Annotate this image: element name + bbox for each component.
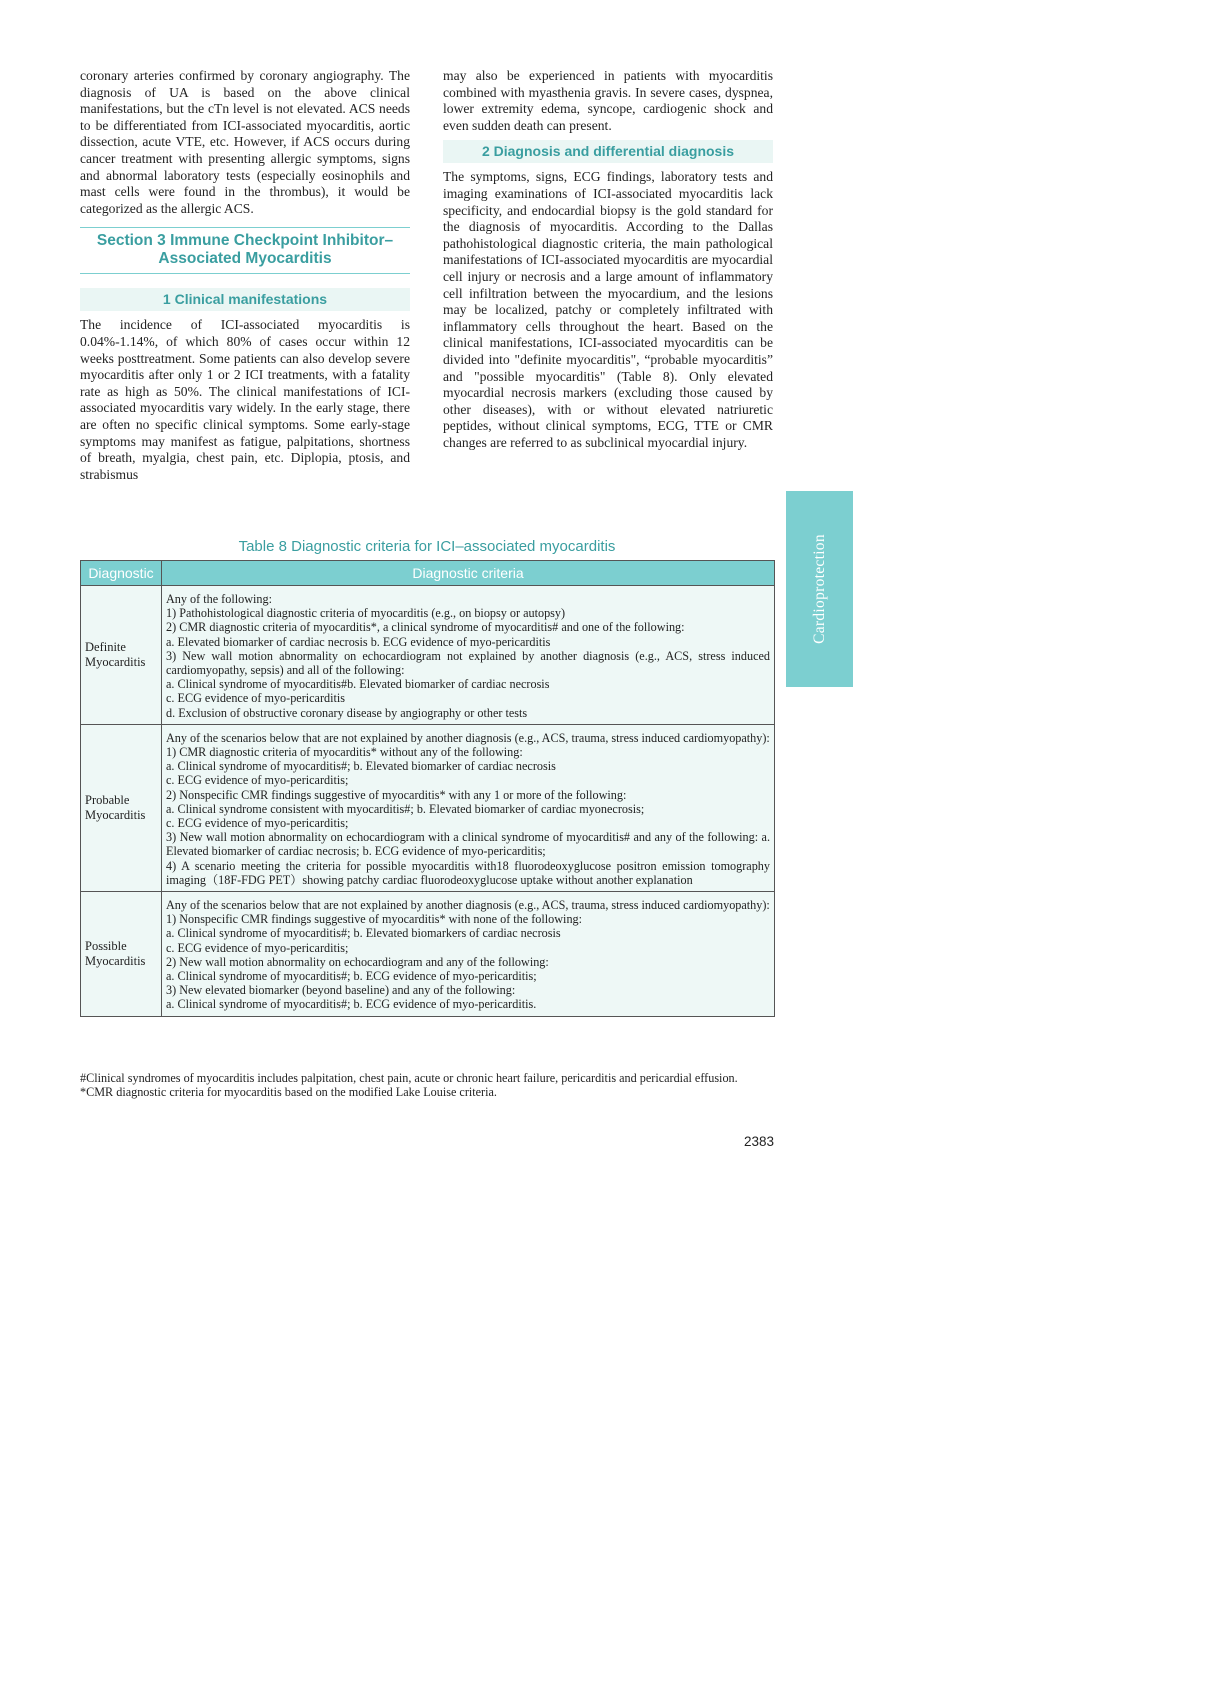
criteria-line: a. Elevated biomarker of cardiac necrosis b. ECG evidence of myo-pericarditis [166,634,551,649]
criteria-line: 3) New wall motion abnormality on echocardiogram with a clinical syndrome of myocarditis# and any of the following: a. Elevated biomarker of cardiac necrosis; b. ECG evidence of myo-pericarditis; [166,830,770,859]
criteria-line: a. Clinical syndrome of myocarditis#b. Elevated biomarker of cardiac necrosis [166,677,550,692]
table-footnotes [80,1071,775,1099]
criteria-cell [162,586,775,725]
criteria-line: 3) New elevated biomarker (beyond baseline) and any of the following: [166,983,516,998]
table-row [81,892,775,1017]
subsection-heading: 1 Clinical manifestations [80,288,410,311]
criteria-line: 1) CMR diagnostic criteria of myocarditis* without any of the following: [166,745,523,760]
criteria-line: a. Clinical syndrome consistent with myocarditis#; b. Elevated biomarker of cardiac myonecrosis; [166,801,645,816]
criteria-table [80,560,775,1017]
criteria-cell [162,892,775,1017]
criteria-line: d. Exclusion of obstructive coronary disease by angiography or other tests [166,705,528,720]
subsection-heading: 2 Diagnosis and differential diagnosis [443,140,773,163]
table-header-cell: Diagnostic criteria [162,561,775,586]
criteria-line: 1) Nonspecific CMR findings suggestive of myocarditis* with none of the following: [166,912,583,927]
criteria-line: 2) Nonspecific CMR findings suggestive of myocarditis* with any 1 or more of the following: [166,787,627,802]
section-title-line: Section 3 Immune Checkpoint Inhibitor– [96,232,394,250]
criteria-line: Any of the scenarios below that are not explained by another diagnosis (e.g., ACS, trauma, stress induced cardiomyopathy): [166,730,770,745]
criteria-line: c. ECG evidence of myo-pericarditis; [166,816,349,831]
category-cell: Definite Myocarditis [81,586,162,725]
criteria-line: 1) Pathohistological diagnostic criteria of myocarditis (e.g., on biopsy or autopsy) [166,606,566,621]
table-row [81,724,775,891]
criteria-line: 4) A scenario meeting the criteria for possible myocarditis with18 fluorodeoxyglucose positron emission tomography imaging（18F-FDG PET）showing patchy cardiac fluorodeoxyglucose uptake without another explanation [166,858,770,887]
criteria-cell [162,724,775,891]
table-row [81,586,775,725]
section-side-tab [786,491,853,687]
criteria-line: a. Clinical syndrome of myocarditis#; b. Elevated biomarker of cardiac necrosis [166,759,556,774]
criteria-line: Any of the following: [166,592,272,606]
body-paragraph: The incidence of ICI-associated myocarditis is 0.04%-1.14%, of which 80% of cases occur within 12 weeks posttreatment. Some patients can also develop severe myocarditis after only 1 or 2 ICI treatments, with a fatality rate as high as 50%. The clinical manifestations of ICI-associated myocarditis vary widely. In the early stage, there are often no specific clinical symptoms. Some early-stage symptoms may manifest as fatigue, palpitations, shortness of breath, myalgia, chest pain, etc. Diplopia, ptosis, and strabismus [80,317,410,482]
section-title [80,227,410,274]
table-header-cell: Diagnostic [81,561,162,586]
category-cell: Possible Myocarditis [81,892,162,1017]
criteria-line: Any of the scenarios below that are not explained by another diagnosis (e.g., ACS, trauma, stress induced cardiomyopathy): [166,898,770,913]
criteria-line: 2) CMR diagnostic criteria of myocarditis*, a clinical syndrome of myocarditis# and one of the following: [166,620,685,635]
right-column [443,68,773,451]
footnote: #Clinical syndromes of myocarditis includes palpitation, chest pain, acute or chronic heart failure, pericarditis and pericardial effusion. [80,1071,738,1085]
criteria-line: a. Clinical syndrome of myocarditis#; b. Elevated biomarkers of cardiac necrosis [166,926,561,941]
criteria-line: c. ECG evidence of myo-pericarditis [166,691,346,706]
criteria-line: c. ECG evidence of myo-pericarditis; [166,940,349,955]
table-header-row [81,561,775,586]
category-cell: Probable Myocarditis [81,724,162,891]
table-title: Table 8 Diagnostic criteria for ICI–associated myocarditis [238,538,616,555]
footnote: *CMR diagnostic criteria for myocarditis based on the modified Lake Louise criteria. [80,1085,497,1100]
criteria-line: 3) New wall motion abnormality on echocardiogram not explained by another diagnosis (e.g., ACS, stress induced cardiomyopathy, sepsis) and all of the following: [166,648,770,678]
body-paragraph: The symptoms, signs, ECG findings, laboratory tests and imaging examinations of ICI-associated myocarditis lack specificity, and endocardial biopsy is the gold standard for the diagnosis of myocarditis. According to the Dallas pathohistological diagnostic criteria, the main pathological manifestations of ICI-associated myocarditis are myocardial cell injury or necrosis and a large amount of inflammatory cell infiltration between the myocardium, and the lesions may be localized, patchy or completely infiltrated with inflammatory cells throughout the heart. Based on the clinical manifestations, ICI-associated myocarditis can be divided into "definite myocarditis", “probable myocarditis” and "possible myocarditis" (Table 8). Only elevated myocardial necrosis markers (excluding those caused by other diseases), with or without elevated natriuretic peptides, without clinical symptoms, ECG, TTE or CMR changes are referred to as subclinical myocardial injury. [443,169,773,450]
left-column [80,68,410,483]
criteria-line: c. ECG evidence of myo-pericarditis; [166,773,349,788]
criteria-line: a. Clinical syndrome of myocarditis#; b. ECG evidence of myo-pericarditis. [166,997,537,1012]
body-paragraph: coronary arteries confirmed by coronary angiography. The diagnosis of UA is based on the above clinical manifestations, but the cTn level is not elevated. ACS needs to be differentiated from ICI-associated myocarditis, aortic dissection, acute VTE, etc. However, if ACS occurs during cancer treatment with presenting allergic symptoms, signs and abnormal laboratory tests (especially eosinophils and mast cells were found in the thrombus), it would be categorized as the allergic ACS. [80,68,410,216]
criteria-line: a. Clinical syndrome of myocarditis#; b. ECG evidence of myo-pericarditis; [166,969,537,984]
criteria-line: 2) New wall motion abnormality on echocardiogram and any of the following: [166,954,549,969]
section-title-line: Associated Myocarditis [158,250,332,268]
side-tab-label: Cardioprotection [810,534,828,644]
body-paragraph: may also be experienced in patients with myocarditis combined with myasthenia gravis. In severe cases, dyspnea, lower extremity edema, syncope, cardiogenic shock and even sudden death can present. [443,68,773,133]
page-number: 2383 [743,1134,774,1149]
